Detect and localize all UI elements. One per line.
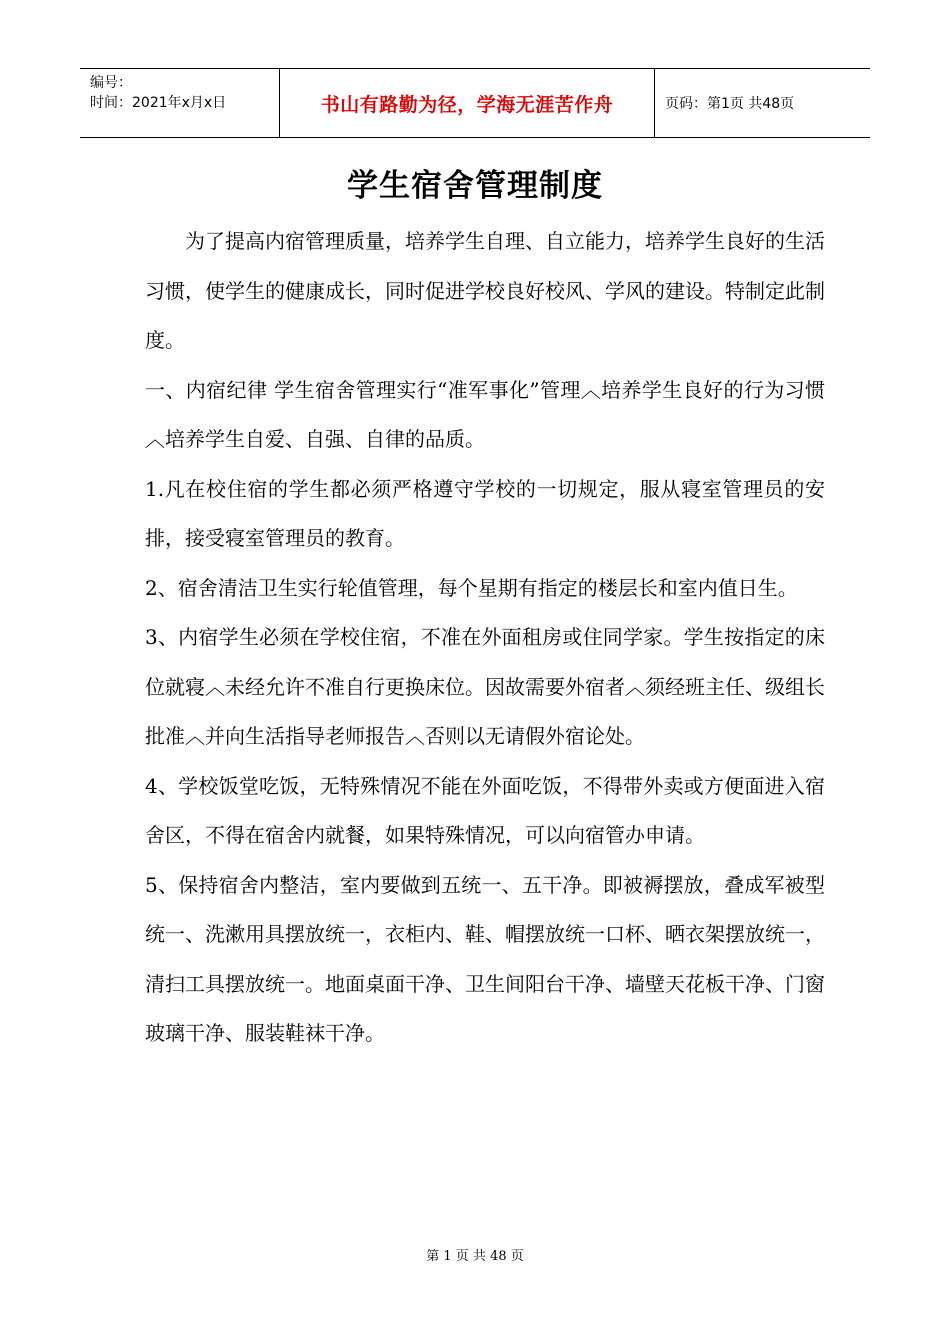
header-page-info: 页码：第1页 共48页 — [665, 96, 795, 112]
page-header — [80, 68, 870, 138]
header-motto: 书山有路勤为径，学海无涯苦作舟 — [280, 69, 655, 137]
document-title: 学生宿舍管理制度 — [347, 168, 603, 204]
document-number-label: 编号： — [90, 75, 132, 91]
document-body — [145, 217, 825, 1059]
page-footer: 第 1 页 共 48 页 — [426, 1249, 524, 1264]
rule-paragraph-2: 2、宿舍清洁卫生实行轮值管理，每个星期有指定的楼层长和室内值日生。 — [145, 575, 798, 600]
document-date: 时间：2021年x月x日 — [90, 95, 227, 111]
section-heading-paragraph: 一、内宿纪律 学生宿舍管理实行“准军事化”管理︿培养学生良好的行为习惯︿培养学生自爱、自强、自律的品质。 — [145, 377, 825, 451]
header-meta — [80, 69, 280, 137]
rule-paragraph-5: 5、保持宿舍内整洁，室内要做到五统一、五干净。即被褥摆放，叠成军被型统一、洗漱用具摆放统一，衣柜内、鞋、帽摆放统一口杯、晒衣架摆放统一，清扫工具摆放统一。地面桌面干净、卫生间阳台干净、墙壁天花板干净、门窗玻璃干净、服装鞋袜干净。 — [145, 872, 825, 1045]
intro-paragraph: 为了提高内宿管理质量，培养学生自理、自立能力，培养学生良好的生活习惯，使学生的健康成长，同时促进学校良好校风、学风的建设。特制定此制度。 — [145, 229, 825, 352]
rule-paragraph-4: 4、学校饭堂吃饭，无特殊情况不能在外面吃饭，不得带外卖或方便面进入宿舍区，不得在宿舍内就餐，如果特殊情况，可以向宿管办申请。 — [145, 773, 825, 847]
rule-paragraph-1: 1.凡在校住宿的学生都必须严格遵守学校的一切规定，服从寝室管理员的安排，接受寝室管理员的教育。 — [145, 476, 825, 550]
rule-paragraph-3: 3、内宿学生必须在学校住宿，不准在外面租房或住同学家。学生按指定的床位就寝︿未经允许不准自行更换床位。因故需要外宿者︿须经班主任、级组长批准︿并向生活指导老师报告︿否则以无请假外宿论处。 — [145, 625, 825, 748]
